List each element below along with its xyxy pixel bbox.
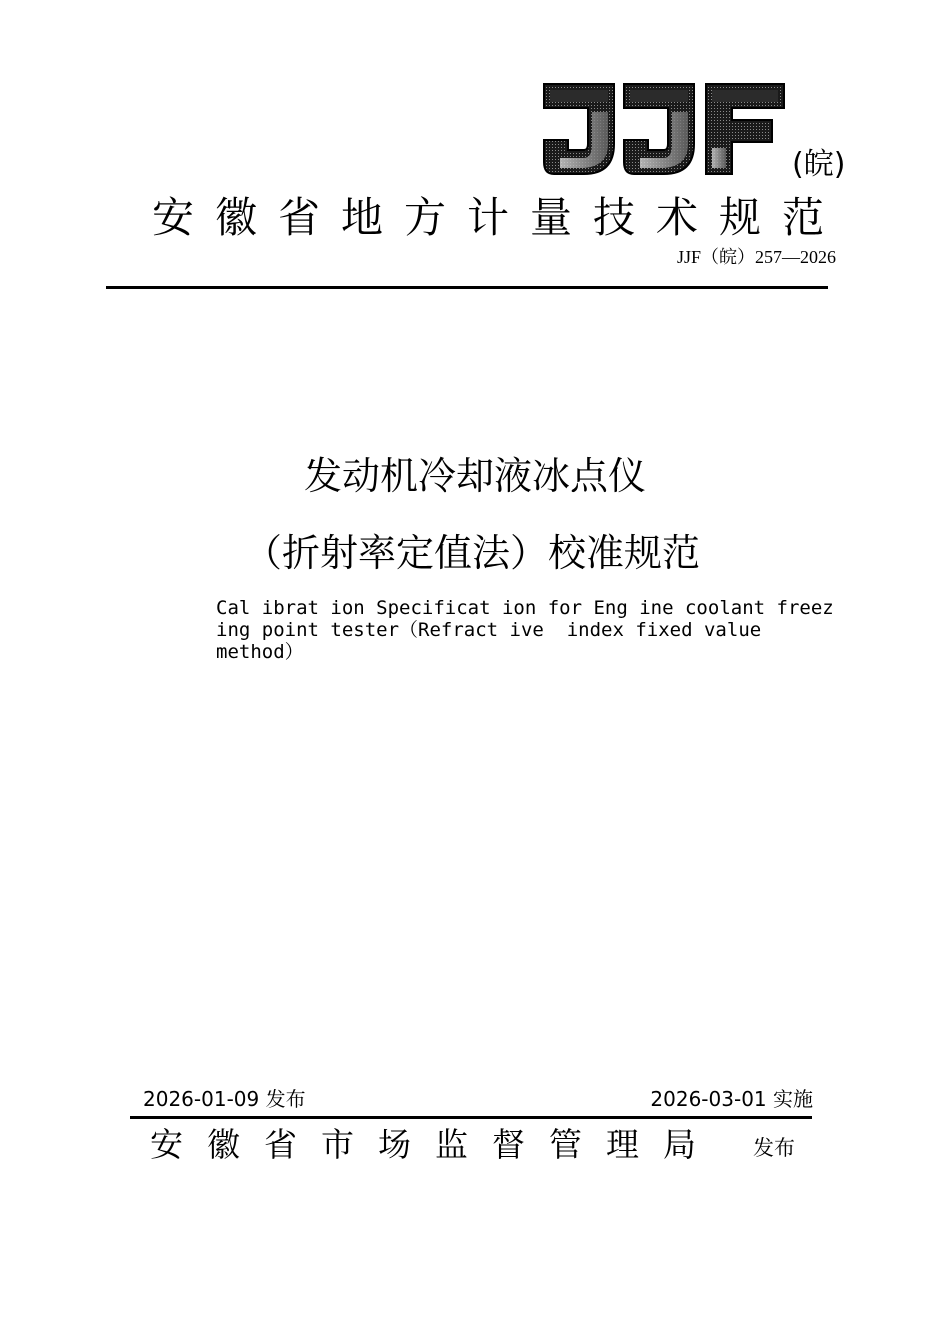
english-title-line2: ing point tester（Refract ive index fixed value xyxy=(216,619,762,641)
footer-divider xyxy=(130,1116,812,1119)
jjf-logo-graphic xyxy=(540,78,790,178)
english-title xyxy=(216,597,834,663)
logo-letter-j2 xyxy=(624,84,694,174)
date-row xyxy=(143,1086,813,1112)
main-title-line1: 发动机冷却液冰点仪 xyxy=(303,454,646,498)
logo-letter-f xyxy=(706,84,784,174)
publisher-name: 安徽省市场监督管理局 xyxy=(150,1125,720,1164)
publish-label: 发布 xyxy=(753,1136,795,1160)
header-divider xyxy=(106,286,828,289)
logo-letter-j1 xyxy=(544,84,614,174)
document-number: JJF（皖）257—2026 xyxy=(676,247,836,267)
english-title-line1: Cal ibrat ion Specificat ion for Eng ine coolant freez xyxy=(216,597,834,619)
logo-province-suffix: (皖) xyxy=(792,147,846,182)
main-title-line2: （折射率定值法）校准规范 xyxy=(243,531,700,575)
jjf-logo xyxy=(540,78,870,188)
effective-date: 2026-03-01 实施 xyxy=(650,1087,813,1111)
english-title-line3: method） xyxy=(216,641,304,663)
issue-date: 2026-01-09 发布 xyxy=(143,1087,306,1111)
standard-category-title: 安徽省地方计量技术规范 xyxy=(152,193,846,242)
